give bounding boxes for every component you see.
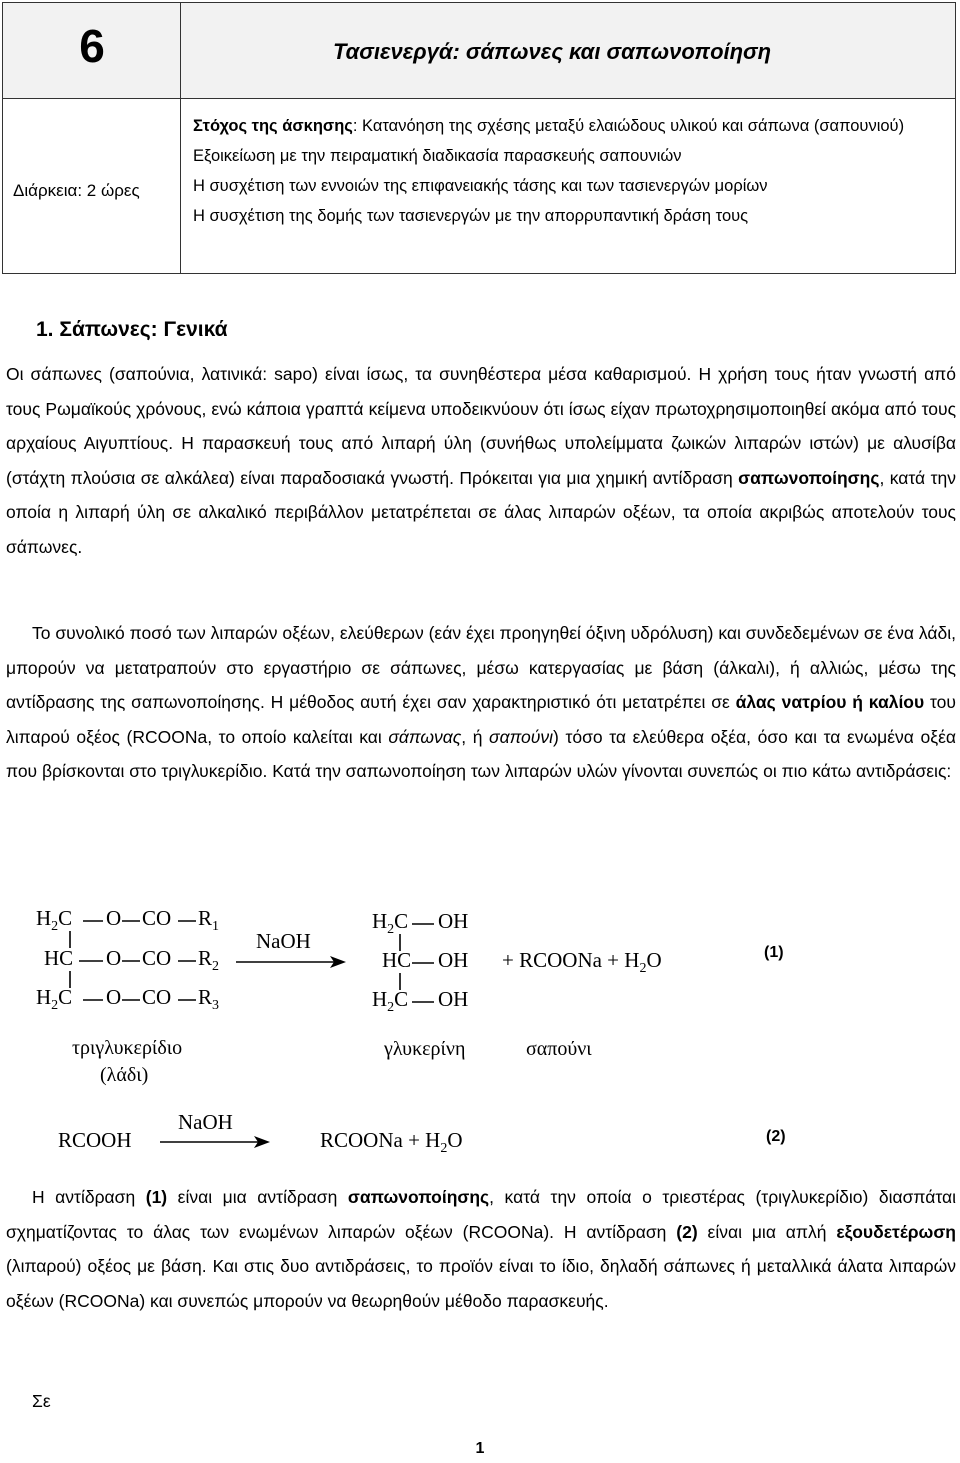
section-heading: 1. Σάπωνες: Γενικά [36,318,228,341]
reaction-ref: (1) [145,1187,168,1207]
hydroxyl: OH [438,909,469,933]
glycerol-row-2: HC [382,948,412,972]
reaction-1-label: (1) [764,944,784,961]
triglyceride-note: (λάδι) [100,1064,149,1086]
page-number: 1 [475,1440,485,1457]
soap-name: σαπούνι [526,1038,592,1060]
atom-o: O [106,946,122,970]
reagent-naoh: NaOH [256,929,311,953]
bold-term: άλας νατρίου ή καλίου [735,692,925,712]
triglyceride-row-3: $H_2C$ [36,985,73,1014]
triglyceride-row-1: $H_2C$ [36,906,73,935]
goal-item: Η συσχέτιση των εννοιών της επιφανειακής τάσης και των τασιενεργών μορίων [193,177,768,195]
atom-co: CO [142,946,172,970]
paragraph-2: Το συνολικό ποσό των λιπαρών οξέων, ελεύθερων (εάν έχει προηγηθεί όξινη υδρόλυση) και συνδεδεμένων σε ένα λάδι, μπορούν να μετατραπούν στο εργαστήριο σε σάπωνες, μέσω κατεργασίας με βάση (άλκαλι), ή αλλιώς, μέσω της αντίδρασης της σαπωνοποίησης. Η μέθοδος αυτή έχει σαν χαρακτηριστικό ότι μετατρέπει σε άλας νατρίου ή καλίου του λιπαρού οξέος (RCOONa, το οποίο καλείται και σάπωνας, ή σαπούνι) τόσο τα ελεύθερα οξέα, όσο και τα ενωμένα οξέα που βρίσκονται στο τριγλυκερίδιο. Κατά την σαπωνοποίηση των λιπαρών υλών γίνονται συνεπώς οι πιο κάτω αντιδράσεις: [6,623,956,781]
goal-label: Στόχος της άσκησης [193,117,353,135]
glycerol-row-1: $H_2C$ [372,909,409,938]
bold-term: εξουδετέρωση [836,1221,956,1242]
group-r2: $R_2$ [198,946,220,975]
atom-co: CO [142,906,172,930]
group-r3: $R_3$ [198,985,220,1014]
triglyceride-row-2: HC [44,946,74,970]
chapter-number: 6 [79,20,105,72]
glycerol-row-3: $H_2C$ [372,987,409,1016]
italic-term: σαπούνι [489,726,554,747]
goal-item: Η συσχέτιση της δομής των τασιενεργών με την απορρυπαντική δράση τους [193,207,749,225]
paragraph-1: Οι σάπωνες (σαπούνια, λατινικά: sapo) είναι ίσως, τα συνηθέστερα μέσα καθαρισμού. Η χρήση τους ήταν γνωστή από τους Ρωμαϊκούς χρόνους, ενώ κάποια γραπτά κείμενα υποδεικνύουν ότι ίσως είχαν πρωτοχρησιμοποιηθεί ακόμα από τους αρχαίους Αιγυπτίους. Η παρασκευή τους από λιπαρή ύλη (συνήθως υπολείμματα ζωικών λιπαρών ιστών) με αλυσίβα (στάχτη πλούσια σε αλκάλεα) είναι παραδοσιακά γνωστή. Πρόκειται για μια χημική αντίδραση σαπωνοποίησης, κατά την οποία η λιπαρή ύλη σε αλκαλικό περιβάλλον μετατρέπεται σε άλας λιπαρών οξέων, τα οποία ακριβώς αποτελούν τους σάπωνες. [6,364,956,557]
hydroxyl: OH [438,987,469,1011]
reaction-ref: (2) [676,1221,698,1242]
glycerol-name: γλυκερίνη [384,1038,466,1060]
reaction-1-products: + RCOONa + $H_2O$ [502,948,662,977]
hydroxyl: OH [438,948,469,972]
goal-item: Εξοικείωση με την πειραματική διαδικασία παρασκευής σαπουνιών [193,147,682,165]
reactant-rcooh: RCOOH [58,1128,132,1152]
triglyceride-name: τριγλυκερίδιο [72,1037,183,1059]
reaction-2-label: (2) [766,1128,786,1145]
chapter-title: Τασιενεργά: σάπωνες και σαπωνοποίηση [333,39,772,64]
atom-co: CO [142,985,172,1009]
paragraph-4: Σε [32,1391,51,1411]
group-r1: $R_1$ [198,906,220,935]
reaction-2-products: RCOONa + $H_2O$ [320,1128,463,1157]
italic-term: σάπωνας [388,726,462,747]
bold-term: σαπωνοποίησης [738,467,880,488]
goal-text: : Κατανόηση της σχέσης μεταξύ ελαιώδους υλικού και σάπωνα (σαπουνιού) [352,117,905,135]
atom-o: O [106,906,122,930]
duration-text: Διάρκεια: 2 ώρες [13,181,140,200]
paragraph-3: Η αντίδραση (1) είναι μια αντίδραση σαπωνοποίησης, κατά την οποία ο τριεστέρας (τριγλυκερίδιο) διασπάται σχηματίζοντας το άλας των ενωμένων λιπαρών οξέων (RCOONa). Η αντίδραση (2) είναι μια απλή εξουδετέρωση (λιπαρού) οξέος με βάση. Και στις δυο αντιδράσεις, το προϊόν είναι το ίδιο, δηλαδή σάπωνες ή μεταλλικά άλατα λιπαρών οξέων (RCOONa) και συνεπώς μπορούν να θεωρηθούν μέθοδο παρασκευής. [6,1187,956,1311]
atom-o: O [106,985,122,1009]
bold-term: σαπωνοποίησης [347,1187,490,1207]
reagent-naoh: NaOH [178,1110,233,1134]
